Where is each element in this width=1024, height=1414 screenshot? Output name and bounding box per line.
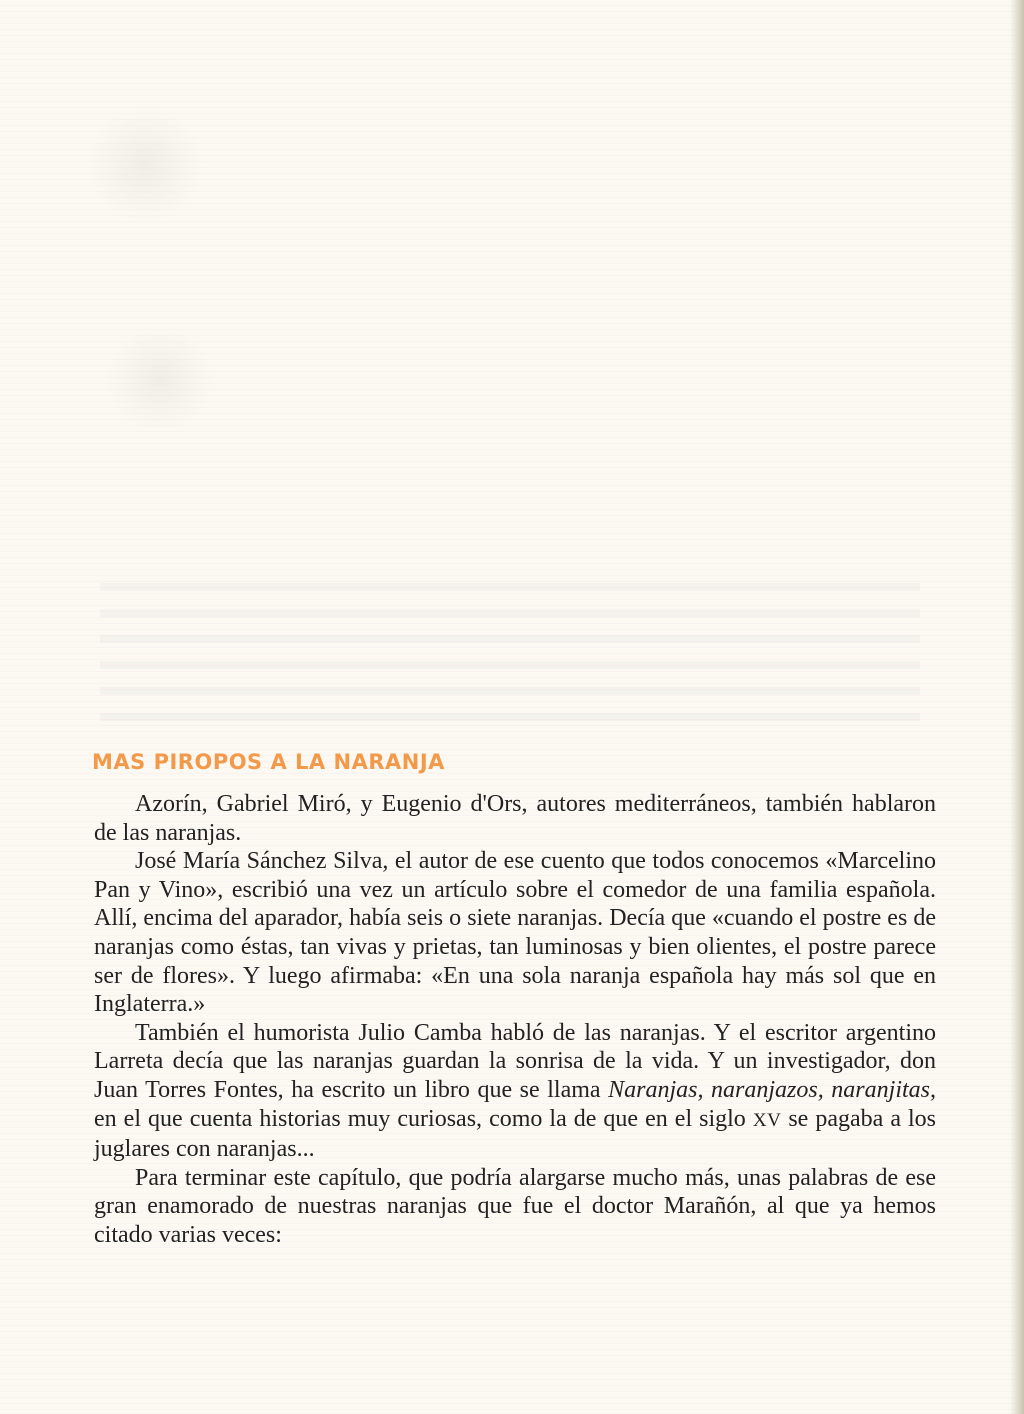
paragraph-text: se pagaba a los juglares con naranjas... — [94, 1105, 937, 1163]
section-heading: MAS PIROPOS A LA NARANJA — [92, 750, 445, 775]
show-through-text — [100, 565, 920, 725]
show-through-mark — [105, 330, 215, 430]
paragraph: Para terminar este capítulo, que podría alargarse mucho más, unas palabras de ese gran enamorado de nuestras naranjas que fue el doctor Marañón, al que ya hemos citado varias veces: — [94, 1164, 936, 1248]
paragraph-text: en el que cuenta historias muy curiosas, como la de que en el siglo — [94, 1105, 753, 1132]
paragraph: José María Sánchez Silva, el autor de ese cuento que todos conocemos «Marcelino Pan y Vino», escribió una vez un artículo sobre el comedor de una familia española. Allí, encima del aparador, había seis o siete naranjas. Decía que «cuando el postre es de naranjas como éstas, tan vivas y prietas, tan luminosas y bien olientes, el postre parece ser de flores». Y luego afirmaba: «En una sola naranja española hay más sol que en Inglaterra.» — [94, 848, 936, 1018]
body-text — [94, 790, 936, 1250]
show-through-mark — [85, 110, 205, 220]
paragraph — [94, 1019, 936, 1164]
page-edge — [1010, 0, 1024, 1414]
paragraph-text: También el humorista Julio Camba habló de las naranjas. Y el escritor argentino Larreta decía que las naranjas guardan la sonrisa de la vida. Y un investigador, don Juan Torres Fontes, ha escrito un libro que se llama — [94, 1019, 936, 1103]
book-title: Naranjas, naranjazos, naranjitas, — [608, 1076, 936, 1103]
paragraph: Azorín, Gabriel Miró, y Eugenio d'Ors, autores mediterráneos, también hablaron de las naranjas. — [94, 791, 936, 846]
century-numeral: XV — [752, 1109, 782, 1131]
